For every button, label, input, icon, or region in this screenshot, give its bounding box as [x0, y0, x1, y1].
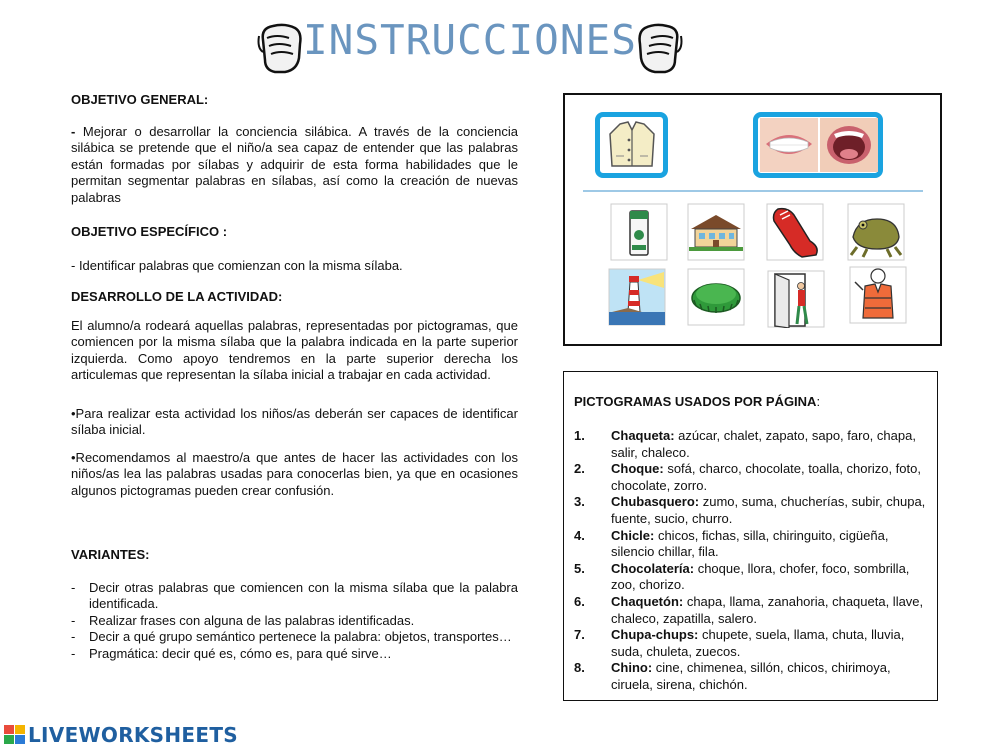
list-item: - Decir otras palabras que comiencen con la misma sílaba que la palabra identificada. — [71, 580, 518, 613]
page-title: INSTRUCCIONES — [303, 16, 637, 64]
fist-icon — [255, 18, 305, 76]
list-item: 7. Chupa-chups: chupete, suela, llama, chuta, lluvia, suda, chuleta, zuecos. — [574, 627, 905, 659]
list-title: PICTOGRAMAS USADOS POR PÁGINA: — [574, 394, 821, 409]
header — [255, 12, 685, 74]
pictogram-list — [574, 428, 934, 694]
lighthouse-picture — [608, 268, 666, 326]
chalet-picture — [687, 203, 745, 261]
list-item: 4. Chicle: chicos, fichas, silla, chiringuito, cigüeña, silencio chillar, fila. — [574, 527, 889, 560]
list-item: 6. Chaquetón: chapa, llama, zanahoria, chaqueta, llave, chaleco, zapatilla, salero. — [574, 593, 924, 626]
list-item: - Decir a qué grupo semántico pertenece la palabra: objetos, transportes… — [71, 629, 518, 645]
fist-icon — [635, 18, 685, 76]
list-item: - Realizar frases con alguna de las palabras identificadas. — [71, 613, 518, 629]
liveworksheets-logo-icon — [4, 725, 26, 745]
articulemas-frame — [753, 112, 883, 178]
sugar-packet-picture — [610, 203, 668, 261]
objetivo-general-text — [71, 124, 518, 206]
list-item: 3. Chubasquero: zumo, suma, chucherías, subir, chupa, fuente, sucio, churro. — [574, 494, 926, 526]
divider — [583, 190, 923, 192]
objetivo-especifico-heading: OBJETIVO ESPECÍFICO : — [71, 224, 228, 239]
open-mouth-picture — [820, 118, 878, 172]
bottle-cap-picture — [687, 268, 745, 326]
objetivo-general-body: Mejorar o desarrollar la conciencia silábica. A través de la conciencia silábica se pretende que el niño/a sea capaz de entender que las palabras están formadas por sílabas y adquirir de esta forma habilidades que le permitan segmentar palabras en sílabas, así como la creación de nuevas palabras — [71, 124, 518, 205]
life-jacket-picture — [849, 266, 907, 324]
example-sheet — [563, 93, 942, 346]
list-item: 5. Chocolatería: choque, llora, chofer, foco, sombrilla, zoo, chorizo. — [574, 560, 910, 593]
smile-mouth-picture — [760, 118, 818, 172]
desarrollo-heading: DESARROLLO DE LA ACTIVIDAD: — [71, 289, 283, 304]
list-item: 8. Chino: cine, chimenea, sillón, chicos, chirimoya, ciruela, sirena, chichón. — [574, 660, 891, 692]
dash: - — [71, 124, 76, 139]
footer-brand[interactable] — [4, 723, 238, 747]
list-item: 2. Choque: sofá, charco, chocolate, toalla, chorizo, foto, chocolate, zorro. — [574, 461, 921, 493]
brand-name: LIVEWORKSHEETS — [28, 723, 239, 747]
desarrollo-paragraph: El alumno/a rodeará aquellas palabras, representadas por pictogramas, que comiencen por la misma sílaba que la palabra indicada en la parte superior izquierda. Como apoyo tendremos en la parte superior derecha los articulemas que representan la sílaba inicial a trabajar en cada actividad. — [71, 318, 518, 383]
target-word-frame — [595, 112, 668, 178]
desarrollo-paragraph: •Para realizar esta actividad los niños/as deberán ser capaces de identificar sílaba inicial. — [71, 406, 518, 438]
objetivo-especifico-text: - Identificar palabras que comienzan con la misma sílaba. — [71, 258, 403, 273]
list-item: 1. Chaqueta: azúcar, chalet, zapato, sapo, faro, chapa, salir, chaleco. — [574, 428, 916, 460]
variantes-heading: VARIANTES: — [71, 547, 150, 562]
jacket-picture — [602, 118, 662, 172]
variantes-list — [71, 580, 518, 662]
objetivo-general-heading: OBJETIVO GENERAL: — [71, 92, 209, 107]
toad-picture — [847, 203, 905, 261]
list-item: - Pragmática: decir qué es, cómo es, para qué sirve… — [71, 646, 518, 662]
pictogram-list-box — [563, 371, 938, 701]
shoe-picture — [766, 203, 824, 261]
desarrollo-paragraph: •Recomendamos al maestro/a que antes de hacer las actividades con los niños/as lea las palabras usadas para conocerlas bien, ya que en ocasiones algunos pictogramas pueden crear confusión. — [71, 450, 518, 498]
exit-door-picture — [767, 270, 825, 328]
